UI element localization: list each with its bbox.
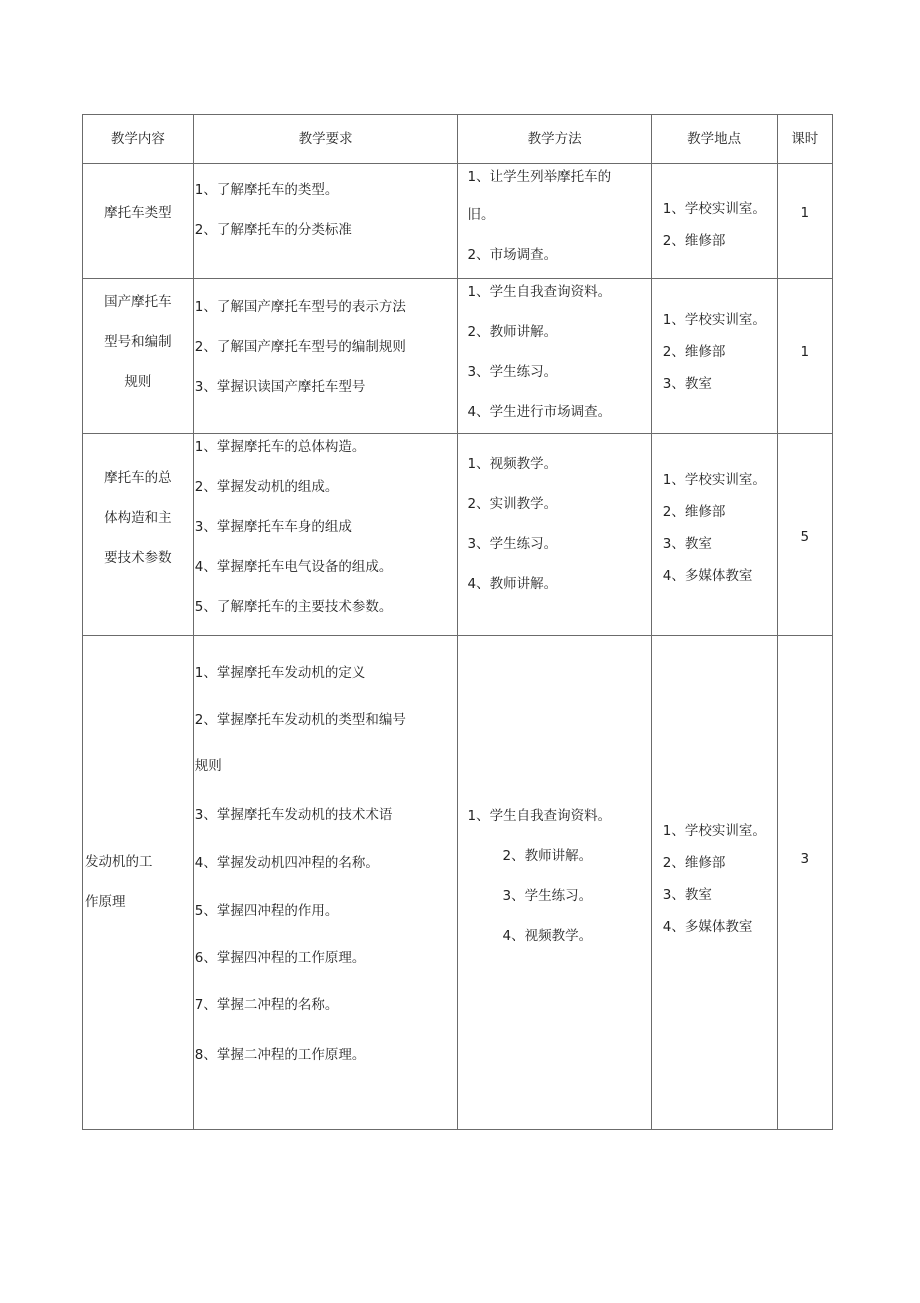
methods-cell: [458, 636, 651, 1130]
requirement-item: 1、掌握摩托车的总体构造。: [194, 439, 366, 455]
hours-value: 1: [800, 205, 810, 221]
table-row: [83, 279, 833, 434]
requirement-item: 1、了解国产摩托车型号的表示方法: [194, 299, 406, 315]
requirement-item: 4、掌握摩托车电气设备的组成。: [194, 559, 393, 575]
requirement-item: 1、了解摩托车的类型。: [194, 182, 339, 198]
content-line: 规则: [124, 374, 152, 390]
header-place: 教学地点: [651, 115, 777, 164]
content-line: 摩托车类型: [104, 205, 172, 221]
syllabus-table: [82, 114, 833, 1130]
hours-value: 1: [800, 344, 810, 360]
methods-cell: [458, 164, 651, 279]
requirement-item: 8、掌握二冲程的工作原理。: [194, 1047, 366, 1063]
requirement-item: 2、掌握发动机的组成。: [194, 479, 339, 495]
place-cell: [651, 636, 777, 1130]
content-line: 作原理: [85, 893, 126, 910]
requirement-item: 3、掌握摩托车车身的组成: [194, 519, 352, 535]
hours-value: 3: [800, 850, 810, 867]
content-cell: [83, 434, 194, 636]
place-item: 2、维修部: [662, 855, 726, 871]
requirement-item: 3、掌握摩托车发动机的技术术语: [194, 807, 393, 823]
header-methods: 教学方法: [458, 115, 651, 164]
table-row: [83, 434, 833, 636]
content-line: 摩托车的总: [104, 469, 172, 486]
place-item: 2、维修部: [662, 233, 726, 249]
requirement-item: 2、了解摩托车的分类标准: [194, 222, 352, 238]
content-line: 要技术参数: [104, 549, 172, 566]
method-item: 3、学生练习。: [467, 364, 558, 380]
method-item: 2、市场调查。: [467, 247, 558, 263]
place-item: 2、维修部: [662, 504, 726, 520]
method-item: 1、学生自我查询资料。: [467, 808, 612, 824]
requirement-item: 6、掌握四冲程的工作原理。: [194, 950, 366, 966]
content-line: 国产摩托车: [104, 294, 172, 310]
place-item: 3、教室: [662, 887, 712, 903]
hours-cell: [777, 164, 832, 279]
method-item: 4、视频教学。: [502, 928, 593, 944]
place-item: 4、多媒体教室: [662, 568, 753, 584]
content-line: 体构造和主: [104, 509, 172, 526]
header-requirements: 教学要求: [193, 115, 458, 164]
content-cell: [83, 164, 194, 279]
requirement-item: 规则: [194, 758, 222, 774]
requirement-item: 5、掌握四冲程的作用。: [194, 903, 339, 919]
hours-cell: [777, 279, 832, 434]
requirements-cell: [193, 434, 458, 636]
place-item: 1、学校实训室。: [662, 823, 766, 839]
hours-cell: [777, 434, 832, 636]
place-item: 4、多媒体教室: [662, 919, 753, 935]
requirement-item: 4、掌握发动机四冲程的名称。: [194, 855, 379, 871]
method-item: 1、视频教学。: [467, 456, 558, 472]
place-cell: [651, 164, 777, 279]
header-content: 教学内容: [83, 115, 194, 164]
method-item: 3、学生练习。: [467, 536, 558, 552]
table-row: [83, 164, 833, 279]
place-item: 1、学校实训室。: [662, 201, 766, 217]
place-item: 3、教室: [662, 536, 712, 552]
content-cell: [83, 279, 194, 434]
place-item: 2、维修部: [662, 344, 726, 360]
methods-cell: [458, 279, 651, 434]
requirement-item: 7、掌握二冲程的名称。: [194, 997, 339, 1013]
method-item: 2、教师讲解。: [467, 324, 558, 340]
requirements-cell: [193, 636, 458, 1130]
content-line: 发动机的工: [85, 853, 153, 870]
method-item: 4、教师讲解。: [467, 576, 558, 592]
method-item: 旧。: [467, 207, 495, 223]
header-row: [83, 115, 833, 164]
methods-cell: [458, 434, 651, 636]
place-cell: [651, 434, 777, 636]
hours-cell: [777, 636, 832, 1130]
place-item: 1、学校实训室。: [662, 472, 766, 488]
requirement-item: 2、掌握摩托车发动机的类型和编号: [194, 712, 406, 728]
hours-value: 5: [800, 528, 810, 545]
place-cell: [651, 279, 777, 434]
method-item: 1、让学生列举摩托车的: [467, 169, 612, 185]
method-item: 2、教师讲解。: [502, 848, 593, 864]
place-item: 1、学校实训室。: [662, 312, 766, 328]
method-item: 3、学生练习。: [502, 888, 593, 904]
content-cell: [83, 636, 194, 1130]
requirements-cell: [193, 164, 458, 279]
content-line: 型号和编制: [104, 334, 172, 350]
method-item: 4、学生进行市场调查。: [467, 404, 612, 420]
requirements-cell: [193, 279, 458, 434]
table-row: [83, 636, 833, 1130]
requirement-item: 2、了解国产摩托车型号的编制规则: [194, 339, 406, 355]
method-item: 1、学生自我查询资料。: [467, 284, 612, 300]
method-item: 2、实训教学。: [467, 496, 558, 512]
header-hours: 课时: [777, 115, 832, 164]
requirement-item: 3、掌握识读国产摩托车型号: [194, 379, 366, 395]
place-item: 3、教室: [662, 376, 712, 392]
requirement-item: 5、了解摩托车的主要技术参数。: [194, 599, 393, 615]
requirement-item: 1、掌握摩托车发动机的定义: [194, 665, 366, 681]
